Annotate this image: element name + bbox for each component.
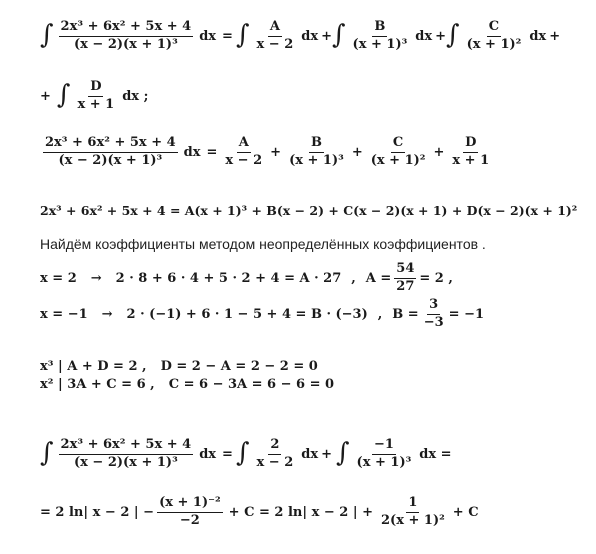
integrand-denominator: (x − 2)(x + 1)³ (73, 454, 178, 470)
plus-sign: + (435, 28, 447, 44)
rational-fraction (43, 136, 178, 169)
differential: dx (199, 28, 217, 44)
identity-text: 2x³ + 6x² + 5x + 4 = A(x + 1)³ + B(x − 2) + C(x − 2)(x + 1) + D(x − 2)(x + 1)² (40, 203, 578, 218)
integral-sign: ∫ (336, 438, 350, 469)
den-b: (x + 1)³ (289, 152, 344, 168)
den-b: (x + 1)³ (352, 36, 408, 52)
plus-sign: + (321, 446, 332, 462)
coefficient-x2 (40, 377, 334, 392)
coef-label: A = (365, 270, 392, 286)
integral-sign: ∫ (235, 438, 250, 469)
fraction-a (223, 136, 264, 169)
term-2-fraction (355, 438, 414, 471)
integral-sign: ∫ (56, 80, 71, 111)
den-c: (x + 1)² (466, 36, 522, 52)
comma: , (377, 306, 383, 322)
substitution-x-minus-1 (40, 298, 484, 331)
equals-sign: = (206, 144, 218, 160)
answer-fraction-1 (157, 496, 223, 529)
substitution-expression: 2 · 8 + 6 · 4 + 5 · 2 + 4 = A · 27 (115, 270, 342, 286)
differential: dx (415, 28, 433, 44)
simplified-integral (40, 438, 455, 471)
integral-sign: ∫ (235, 20, 250, 51)
coef-result: = −1 (448, 306, 485, 322)
equation-left: x³ | A + D = 2 , (40, 359, 147, 374)
fraction-c (369, 136, 428, 169)
integral-decomposition-line-1 (40, 20, 560, 53)
den-d: x + 1 (77, 96, 115, 112)
fraction-b (351, 20, 410, 53)
fraction-d (450, 136, 491, 169)
integrand-denominator: (x − 2)(x + 1)³ (73, 36, 178, 52)
fraction-a (255, 20, 296, 53)
integral-decomposition-line-2 (40, 80, 151, 113)
plus-sign: + (433, 144, 445, 160)
integral-sign: ∫ (332, 20, 346, 51)
identity-equation (40, 203, 577, 218)
coef-a: A (237, 136, 251, 153)
coef-a: A (268, 20, 282, 37)
coef-c: C (487, 20, 501, 37)
integrand-numerator: 2x³ + 6x² + 5x + 4 (59, 20, 194, 37)
coef-denominator: 27 (396, 278, 415, 294)
coef-d: D (88, 80, 103, 97)
answer-numerator-2: 1 (406, 496, 419, 513)
arrow-icon: → (101, 306, 113, 322)
differential: dx (301, 446, 319, 462)
term-1-fraction (255, 438, 296, 471)
substitution-expression: 2 · (−1) + 6 · 1 − 5 + 4 = B · (−3) (126, 306, 368, 322)
answer-end: + C (452, 504, 479, 520)
arrow-icon: → (90, 270, 102, 286)
equals-sign: = (222, 446, 233, 462)
differential: dx (301, 28, 319, 44)
x-value: x = 2 (40, 270, 77, 286)
coef-c: C (391, 136, 405, 153)
answer-denominator-2: 2(x + 1)² (381, 512, 445, 528)
partial-fraction-line (40, 136, 494, 169)
coef-b: B (372, 20, 387, 37)
equation-right: D = 2 − A = 2 − 2 = 0 (160, 359, 318, 374)
integrand-fraction (59, 20, 194, 53)
plus-sign: + (321, 28, 332, 44)
coef-b: B (309, 136, 324, 153)
integral-sign: ∫ (40, 438, 54, 469)
method-description (40, 236, 486, 252)
term-2-numerator: −1 (372, 438, 396, 455)
term-1-numerator: 2 (268, 438, 281, 455)
term-2-denominator: (x + 1)³ (356, 454, 412, 470)
coef-denominator: −3 (423, 314, 444, 330)
plus-sign: + (270, 144, 282, 160)
equation-left: x² | 3A + C = 6 , (40, 377, 155, 392)
equals-sign: = (222, 28, 233, 44)
coefficient-x3 (40, 359, 318, 374)
den-a: x − 2 (256, 36, 294, 52)
final-answer (40, 496, 482, 529)
differential: dx (529, 28, 547, 44)
fraction-c (465, 20, 524, 53)
coef-label: B = (392, 306, 419, 322)
integral-sign: ∫ (40, 20, 54, 51)
integrand-numerator: 2x³ + 6x² + 5x + 4 (59, 438, 194, 455)
den-d: x + 1 (452, 152, 490, 168)
denominator: (x − 2)(x + 1)³ (58, 152, 163, 168)
differential-end: dx = (419, 446, 452, 462)
x-value: x = −1 (40, 306, 88, 322)
answer-denominator-1: −2 (179, 512, 200, 528)
coef-fraction (394, 262, 416, 295)
coef-numerator: 54 (394, 262, 416, 279)
answer-middle: + C = 2 ln| x − 2 | + (228, 504, 374, 520)
differential: dx (183, 144, 201, 160)
answer-numerator-1: (x + 1)⁻² (157, 496, 223, 513)
fraction-b (287, 136, 346, 169)
integral-sign: ∫ (446, 20, 460, 51)
coef-result: = 2 , (419, 270, 453, 286)
differential-end: dx ; (122, 88, 149, 104)
method-text: Найдём коэффициенты методом неопределённых коэффициентов . (40, 236, 486, 252)
integrand-fraction (59, 438, 194, 471)
comma: , (351, 270, 356, 286)
term-1-denominator: x − 2 (256, 454, 294, 470)
differential: dx (199, 446, 217, 462)
den-a: x − 2 (225, 152, 263, 168)
coef-numerator: 3 (427, 298, 440, 315)
plus-sign: + (549, 28, 561, 44)
coef-fraction (422, 298, 446, 331)
equation-right: C = 6 − 3A = 6 − 6 = 0 (168, 377, 335, 392)
fraction-d (75, 80, 116, 113)
answer-start: = 2 ln| x − 2 | − (40, 504, 155, 520)
answer-fraction-2 (379, 496, 447, 529)
den-c: (x + 1)² (370, 152, 426, 168)
plus-sign: + (40, 88, 51, 104)
numerator: 2x³ + 6x² + 5x + 4 (43, 136, 178, 153)
substitution-x-2 (40, 262, 453, 295)
coef-d: D (463, 136, 478, 153)
plus-sign: + (351, 144, 363, 160)
